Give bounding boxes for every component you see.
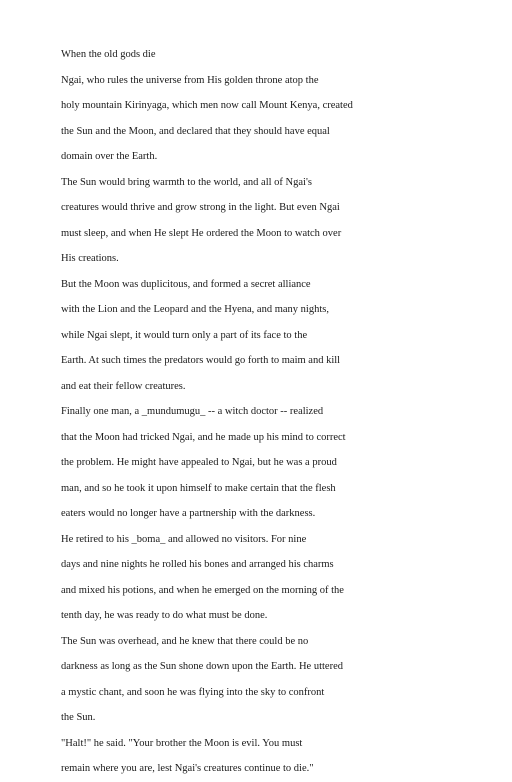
text-line: while Ngai slept, it would turn only a part of its face to the xyxy=(61,329,308,341)
text-line: The Sun would bring warmth to the world, and all of Ngai's xyxy=(61,176,312,188)
text-line: His creations. xyxy=(61,253,119,264)
text-line: But the Moon was duplicitous, and formed a secret alliance xyxy=(61,278,311,290)
document-text xyxy=(61,42,461,782)
text-line: creatures would thrive and grow strong in the light. But even Ngai xyxy=(61,202,340,213)
text-line: The Sun was overhead, and he knew that there could be no xyxy=(61,635,309,647)
text-line: days and nine nights he rolled his bones and arranged his charms xyxy=(61,559,334,570)
text-line: Earth. At such times the predators would go forth to maim and kill xyxy=(61,355,341,366)
text-line: holy mountain Kirinyaga, which men now call Mount Kenya, created xyxy=(61,100,353,111)
text-line: must sleep, and when He slept He ordered the Moon to watch over xyxy=(61,227,342,239)
text-line: the Sun. xyxy=(61,712,96,723)
text-line: darkness as long as the Sun shone down upon the Earth. He uttered xyxy=(61,661,343,672)
text-line: tenth day, he was ready to do what must be done. xyxy=(61,610,268,621)
text-line: domain over the Earth. xyxy=(61,151,158,162)
text-line: "Halt!" he said. "Your brother the Moon is evil. You must xyxy=(61,737,303,749)
text-line: that the Moon had tricked Ngai, and he made up his mind to correct xyxy=(61,431,346,443)
text-line: Ngai, who rules the universe from His golden throne atop the xyxy=(61,74,319,86)
text-line: and eat their fellow creatures. xyxy=(61,380,186,392)
text-line: and mixed his potions, and when he emerged on the morning of the xyxy=(61,584,344,596)
text-line: a mystic chant, and soon he was flying into the sky to confront xyxy=(61,686,325,698)
text-line: the problem. He might have appealed to Ngai, but he was a proud xyxy=(61,457,337,468)
text-line: remain where you are, lest Ngai's creatures continue to die." xyxy=(61,763,314,774)
text-line: eaters would no longer have a partnership with the darkness. xyxy=(61,508,316,519)
text-line: Finally one man, a _mundumugu_ -- a witch doctor -- realized xyxy=(61,406,324,417)
text-line: man, and so he took it upon himself to make certain that the flesh xyxy=(61,482,336,494)
text-line: He retired to his _boma_ and allowed no visitors. For nine xyxy=(61,533,307,545)
text-line: with the Lion and the Leopard and the Hyena, and many nights, xyxy=(61,304,329,315)
text-line: When the old gods die xyxy=(61,49,156,60)
text-line: the Sun and the Moon, and declared that they should have equal xyxy=(61,125,330,137)
